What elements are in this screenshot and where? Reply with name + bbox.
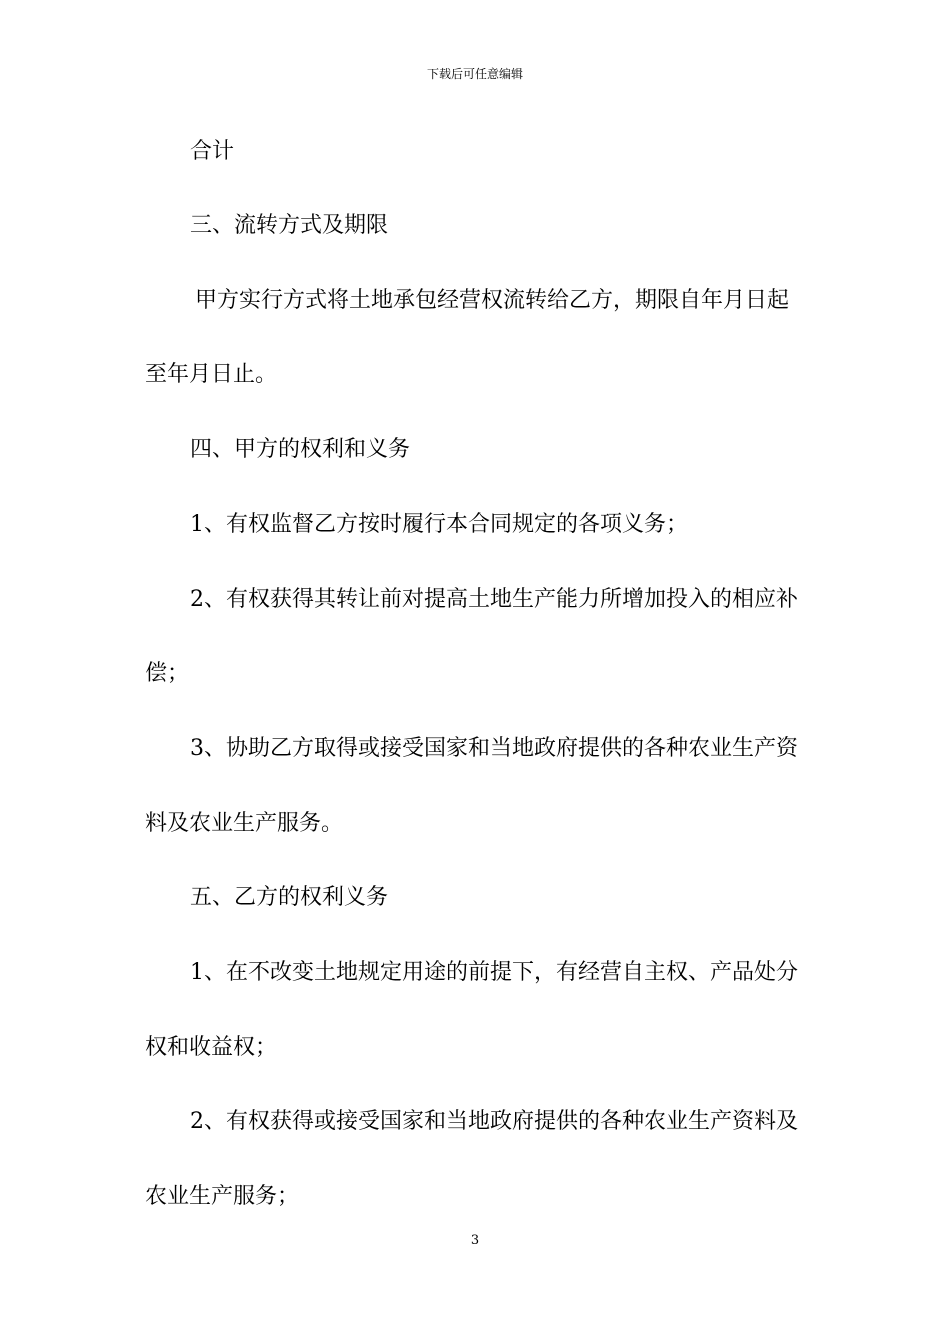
paragraph-transfer-term-cont: 至年月日止。 [145,362,278,387]
page-number: 3 [470,1233,480,1248]
heading-transfer-method: 三、流转方式及期限 [190,213,389,238]
party-b-item-2-cont: 农业生产服务； [145,1184,300,1209]
party-a-item-3-cont: 料及农业生产服务。 [145,811,344,836]
party-b-item-2: 2、有权获得或接受国家和当地政府提供的各种农业生产资料及 [190,1109,798,1134]
party-a-item-2-cont: 偿； [145,661,190,686]
heading-party-a-rights: 四、甲方的权利和义务 [190,437,411,462]
page-header-note: 下载后可任意编辑 [426,67,523,81]
paragraph-transfer-term: 甲方实行方式将土地承包经营权流转给乙方，期限自年月日起 [195,288,790,313]
party-a-item-1: 1、有权监督乙方按时履行本合同规定的各项义务； [190,512,688,537]
party-a-item-3: 3、协助乙方取得或接受国家和当地政府提供的各种农业生产资 [190,736,798,761]
heading-party-b-rights: 五、乙方的权利义务 [190,885,389,910]
party-a-item-2: 2、有权获得其转让前对提高土地生产能力所增加投入的相应补 [190,587,798,612]
party-b-item-1: 1、在不改变土地规定用途的前提下，有经营自主权、产品处分 [190,960,798,985]
line-total: 合计 [190,139,235,164]
party-b-item-1-cont: 权和收益权； [145,1035,278,1060]
